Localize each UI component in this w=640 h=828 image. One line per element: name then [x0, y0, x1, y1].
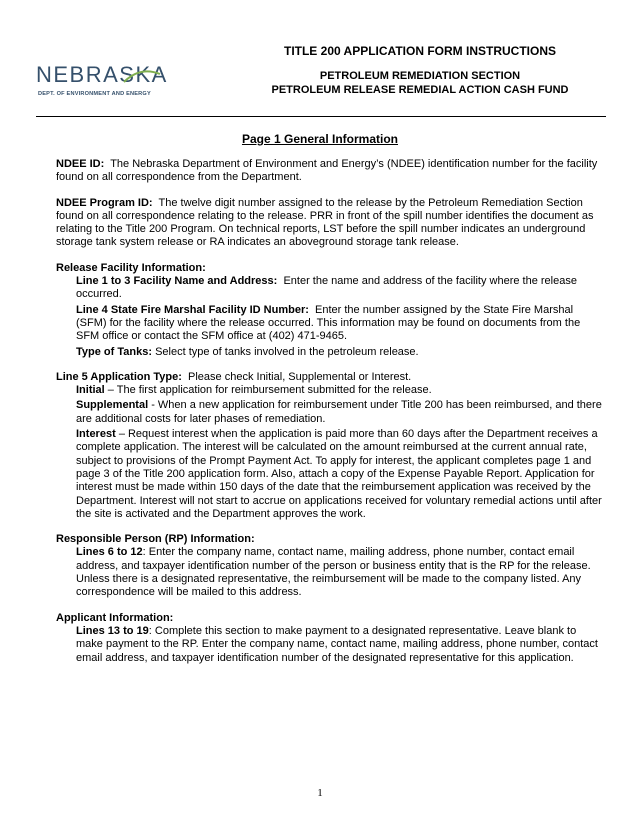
release-facility-item: [76, 304, 604, 344]
item-label: Lines 6 to 12: [76, 546, 143, 559]
item-label: Interest: [76, 428, 116, 441]
document-subtitle: [230, 69, 610, 97]
ndee-logo: [36, 62, 186, 102]
item-text: – Request interest when the application is paid more than 60 days after the Department receives a complete application. The interest will be calculated on the amount reimbursed at the current annual rate, subject to provisions of the Prompt Payment Act. To apply for interest, the applicant completes page 1 and page 3 of the Title 200 application form. Also, attach a copy of the Expense Payable Report. Application for interest must be made within 150 days of the date that the reimbursement application was received by the Department. Interest will not start to accrue on applications received for voluntary remedial actions until after the site is activated and the Department approves the work.: [76, 428, 602, 520]
item-text: – The first application for reimbursement submitted for the release.: [107, 384, 432, 397]
item-label: Type of Tanks:: [76, 345, 152, 358]
logo-wordmark: NEBRASKA: [36, 62, 168, 87]
applicant-heading: Applicant Information:: [56, 611, 174, 624]
applicant-item: [76, 625, 604, 665]
application-type-item: [76, 428, 604, 521]
subtitle-fund: PETROLEUM RELEASE REMEDIAL ACTION CASH FUND: [271, 84, 569, 96]
release-facility-heading: Release Facility Information:: [56, 261, 206, 274]
document-title: TITLE 200 APPLICATION FORM INSTRUCTIONS: [283, 44, 556, 58]
responsible-person-heading: Responsible Person (RP) Information:: [56, 533, 255, 546]
item-label: Initial: [76, 384, 105, 397]
release-facility-item: [76, 275, 604, 302]
item-label: Supplemental: [76, 399, 149, 412]
ndee-program-id-label: NDEE Program ID:: [56, 196, 153, 209]
logo-subtitle: DEPT. OF ENVIRONMENT AND ENERGY: [38, 91, 151, 97]
subtitle-section: PETROLEUM REMEDIATION SECTION: [319, 70, 521, 82]
line5-text: Please check Initial, Supplemental or Interest.: [188, 370, 412, 383]
item-text: : Complete this section to make payment to a designated representative. Leave blank to make payment to the RP. Enter the company name, contact name, mailing address, phone number, contact email address, and taxpayer identification number of the designated representative for this application.: [76, 624, 598, 664]
ndee-id-label: NDEE ID:: [56, 158, 105, 170]
ndee-id-paragraph: [56, 158, 604, 185]
application-type-item: [76, 384, 604, 397]
instructions-body: [56, 158, 604, 677]
line5-label: Line 5 Application Type:: [56, 370, 182, 383]
responsible-person-item: [76, 546, 604, 599]
header-divider: [36, 116, 606, 117]
ndee-id-text: The Nebraska Department of Environment and Energy’s (NDEE) identification number for the facility found on all correspondence from the Department.: [56, 158, 598, 184]
item-label: Line 1 to 3 Facility Name and Address:: [76, 275, 278, 288]
item-text: - When a new application for reimbursement under Title 200 has been reimbursed, and there are additional costs for later phases of remediation.: [76, 399, 602, 425]
item-text: : Enter the company name, contact name, mailing address, phone number, contact email address, and taxpayer identification number of the person or business entity that is the RP for the release. Unless there is a designated representative, the reimbursement will be made to the company listed. Any correspondence will be mailed to this address.: [76, 546, 591, 599]
application-type-item: [76, 399, 604, 426]
item-text: Enter the name and address of the facility where the release occurred.: [76, 275, 577, 301]
section-title: Page 1 General Information: [241, 132, 399, 146]
logo-swoosh-icon: [122, 68, 162, 84]
page-number: 1: [317, 787, 323, 799]
line5-heading: [56, 371, 604, 384]
item-text: Select type of tanks involved in the petroleum release.: [155, 345, 419, 358]
item-label: Line 4 State Fire Marshal Facility ID Number:: [76, 303, 309, 316]
item-label: Lines 13 to 19: [76, 624, 149, 637]
ndee-program-id-text: The twelve digit number assigned to the release by the Petroleum Remediation Section found on all correspondence relating to the release. PRR in front of the spill number identifies the document as relating to the Title 200 Program. On technical reports, LST before the spill number indicates an underground storage tank system release or RA indicates an aboveground storage tank release.: [56, 196, 594, 249]
release-facility-item: [76, 346, 604, 359]
ndee-program-id-paragraph: [56, 197, 604, 250]
item-text: Enter the number assigned by the State Fire Marshal (SFM) for the facility where the release occurred. This information may be found on documents from the SFM office or contact the SFM office at (402) 471-9465.: [76, 303, 581, 343]
